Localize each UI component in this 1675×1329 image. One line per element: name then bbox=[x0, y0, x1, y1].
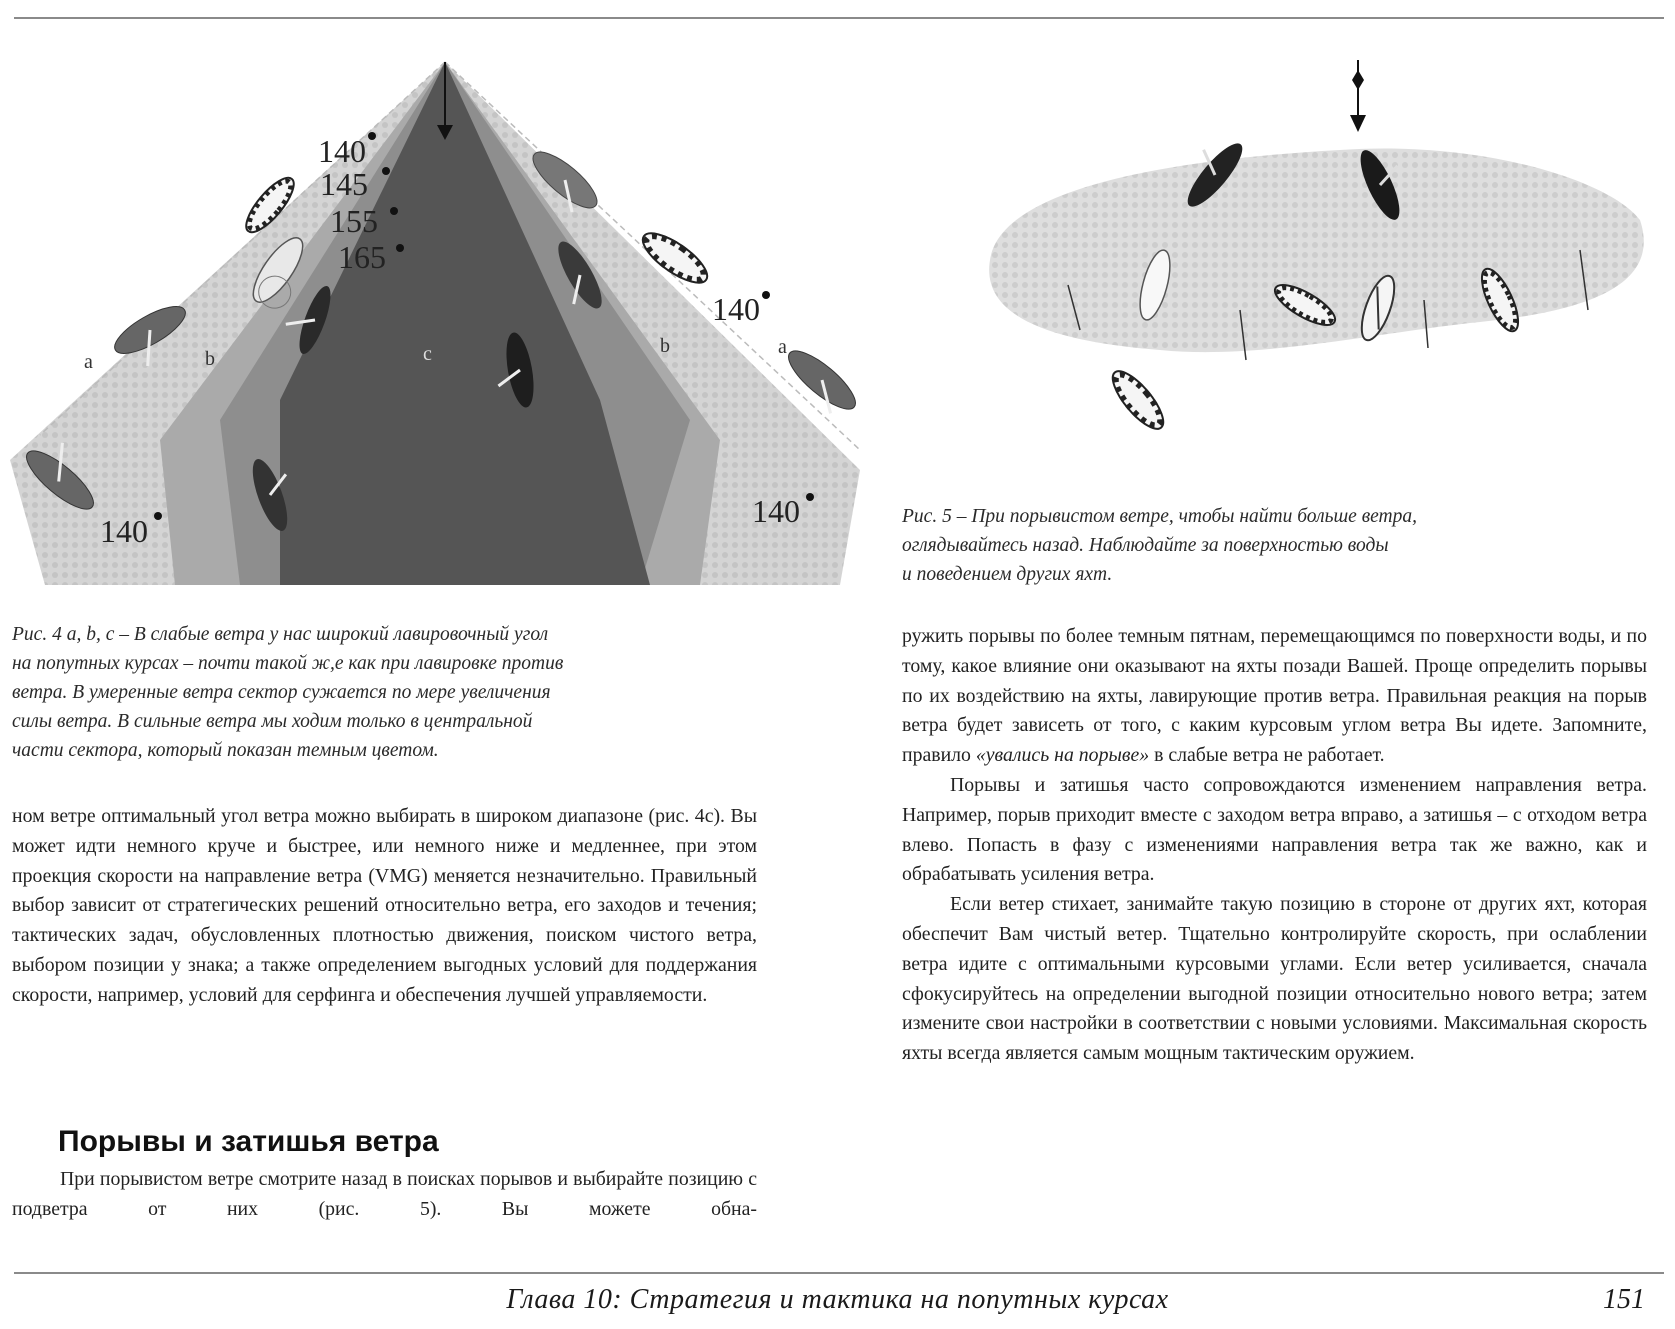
caption-line: ветра. В умеренные ветра сектор сужается по мере увеличения bbox=[12, 682, 551, 703]
body-paragraph: ружить порывы по более темным пятнам, перемещающимся по поверхности воды, и по тому, какое влияние они оказывают на яхты позади Вашей. Проще определить порывы по их воздействию на яхты, лавирующие против ветра. Правильная реакция на порыв ветра будет зависеть от того, с каким курсовым углом ветра Вы идете. Запомните, правило «увались на порыве» в слабые ветра не работает. bbox=[902, 625, 1647, 767]
left-column-text bbox=[12, 802, 757, 1011]
figure-5-caption bbox=[902, 502, 1642, 589]
bottom-rule bbox=[14, 1272, 1664, 1274]
figure-4-caption bbox=[12, 620, 772, 765]
label-b-right: b bbox=[660, 335, 670, 357]
angle-label-165: 165 bbox=[338, 239, 386, 275]
top-rule bbox=[14, 17, 1664, 19]
figure-5-diagram bbox=[960, 60, 1660, 470]
caption-line: оглядывайтесь назад. Наблюдайте за поверхностью воды bbox=[902, 535, 1389, 556]
angle-label-140-bottom-left: 140 bbox=[100, 513, 148, 549]
body-paragraph: При порывистом ветре смотрите назад в поисках порывов и выбирайте позицию с подветра от них (рис. 5). Вы можете обна- bbox=[12, 1168, 757, 1220]
angle-label-140-bottom-right: 140 bbox=[752, 493, 800, 529]
section-heading: Порывы и затишья ветра bbox=[58, 1125, 439, 1158]
angle-label-140-right: 140 bbox=[712, 291, 760, 327]
caption-line: на попутных курсах – почти такой ж,е как при лавировке против bbox=[12, 653, 564, 674]
body-paragraph: ном ветре оптимальный угол ветра можно выбирать в широком диапазоне (рис. 4с). Вы может идти немного круче и быстрее, или немного ниже и медленнее, при этом проекция скорости на направление ветра (VMG) меняется незначительно. Правильный выбор зависит от стратегических решений относительно ветра, его заходов и течения; тактических задач, обусловленных плотностью движения, поиском чистого ветра, выбором позиции у знака; а также определением выгодных условий для поддержания скорости, например, условий для серфинга и обеспечения лучшей управляемости. bbox=[12, 805, 757, 1006]
emphasis-rule: «увались на порыве» bbox=[975, 744, 1150, 767]
caption-line: и поведением других яхт. bbox=[902, 564, 1113, 585]
figure-4-diagram bbox=[0, 40, 880, 590]
label-c-center: c bbox=[423, 343, 432, 365]
label-a-right: a bbox=[778, 336, 787, 358]
label-a-left: a bbox=[84, 351, 93, 373]
label-b-left: b bbox=[205, 348, 215, 370]
angle-label-155: 155 bbox=[330, 203, 378, 239]
page-number: 151 bbox=[1603, 1284, 1645, 1315]
caption-line: силы ветра. В сильные ветра мы ходим только в центральной bbox=[12, 711, 533, 732]
angle-label-140-top: 140 bbox=[318, 133, 366, 169]
caption-line: Рис. 5 – При порывистом ветре, чтобы найти больше ветра, bbox=[902, 506, 1418, 527]
body-paragraph: Если ветер стихает, занимайте такую позицию в стороне от других яхт, которая обеспечит Вам чистый ветер. Тщательно контролируйте скорость, при ослаблении ветра идите с оптимальными курсовыми углами. Если ветер усиливается, сначала сфокусируйтесь на определении выгодной позиции относительно нового ветра; затем измените свои настройки в соответствии с новыми условиями. Максимальная скорость яхты всегда является самым мощным тактическим оружием. bbox=[902, 893, 1647, 1065]
boat-checkered-icon bbox=[1105, 364, 1171, 436]
caption-line: Рис. 4 a, b, c – В слабые ветра у нас широкий лавировочный угол bbox=[12, 624, 549, 645]
left-column-text-2 bbox=[12, 1165, 757, 1225]
right-column-text bbox=[902, 622, 1647, 1069]
body-paragraph: Порывы и затишья часто сопровождаются изменением направления ветра. Например, порыв приходит вместе с заходом ветра вправо, а затишья – с отходом ветра влево. Попасть в фазу с изменениями направления ветра так же важно, как и обрабатывать усиления ветра. bbox=[902, 773, 1647, 886]
caption-line: части сектора, который показан темным цветом. bbox=[12, 740, 439, 761]
angle-label-145: 145 bbox=[320, 166, 368, 202]
chapter-title-footer: Глава 10: Стратегия и тактика на попутных курсах bbox=[506, 1284, 1169, 1315]
